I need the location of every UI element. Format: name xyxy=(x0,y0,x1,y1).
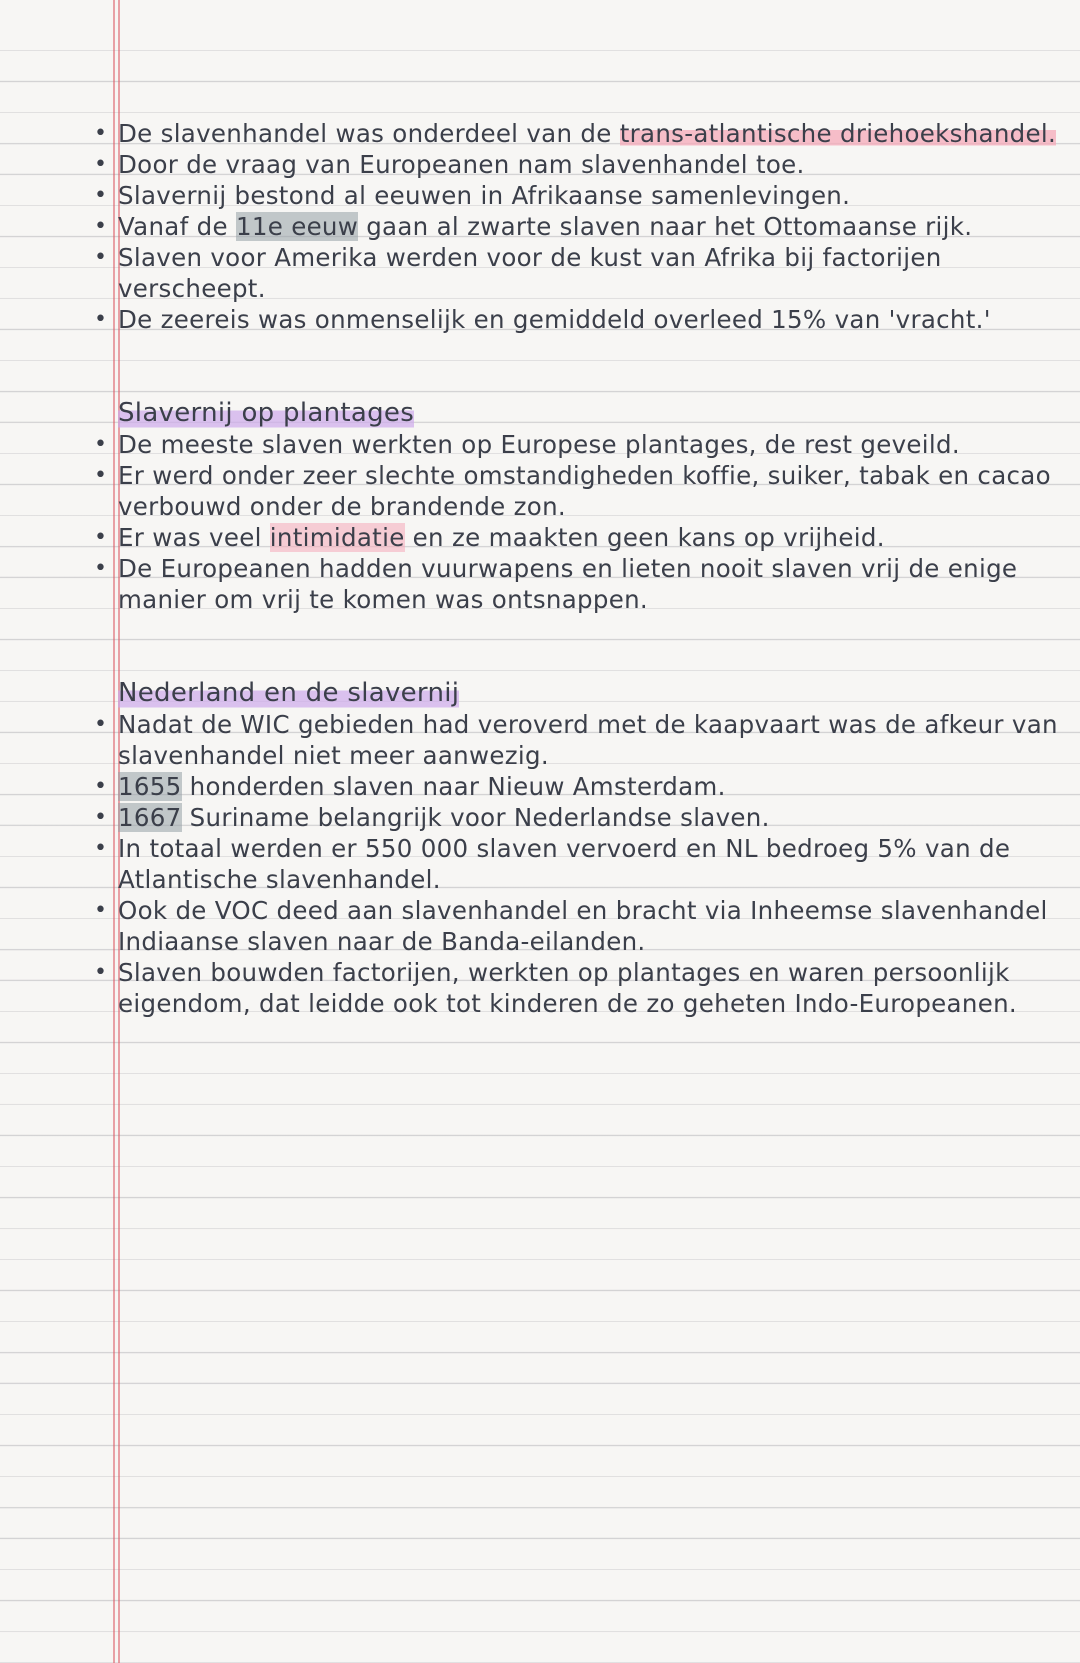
text: en ze maakten geen kans op vrijheid. xyxy=(404,523,885,552)
text: Suriname belangrijk voor Nederlandse slaven. xyxy=(181,803,770,832)
bullet-3-5 xyxy=(118,895,1063,957)
highlight-grey: 11e eeuw xyxy=(235,212,359,241)
text: Ook de VOC deed aan slavenhandel en bracht via Inheemse slavenhandel Indiaanse slaven naar de Banda-eilanden. xyxy=(118,896,1048,956)
bullet-2-2 xyxy=(118,460,1063,522)
text: De slavenhandel was onderdeel van de xyxy=(118,119,620,148)
heading-text: Nederland en de slavernij xyxy=(118,678,460,708)
highlight-pink: trans-atlantische driehoekshandel. xyxy=(619,119,1057,148)
bullet-2-4 xyxy=(118,553,1063,615)
highlight-grey: 1667 xyxy=(118,803,182,832)
text: Slavernij bestond al eeuwen in Afrikaanse samenlevingen. xyxy=(118,181,851,210)
section-heading xyxy=(118,397,1063,429)
section-2 xyxy=(118,397,1063,615)
text: Slaven voor Amerika werden voor de kust van Afrika bij factorijen verscheept. xyxy=(118,243,942,303)
highlight-grey: 1655 xyxy=(118,772,182,801)
bullet-1-1 xyxy=(118,118,1063,149)
bullet-1-4 xyxy=(118,211,1063,242)
section-heading xyxy=(118,677,1063,709)
highlight-pink: intimidatie xyxy=(269,523,405,552)
bullet-1-3 xyxy=(118,180,1063,211)
text: Nadat de WIC gebieden had veroverd met de kaapvaart was de afkeur van slavenhandel niet meer aanwezig. xyxy=(118,710,1058,770)
bullet-3-1 xyxy=(118,709,1063,771)
text: Er was veel xyxy=(118,523,270,552)
section-1 xyxy=(118,118,1063,335)
text: De Europeanen hadden vuurwapens en lieten nooit slaven vrij de enige manier om vrij te komen was ontsnappen. xyxy=(118,554,1018,614)
text: Slaven bouwden factorijen, werkten op plantages en waren persoonlijk eigendom, dat leidde ook tot kinderen de zo geheten Indo-Europeanen. xyxy=(118,958,1017,1018)
text: gaan al zwarte slaven naar het Ottomaanse rijk. xyxy=(358,212,973,241)
bullet-1-5 xyxy=(118,242,1063,304)
text: Vanaf de xyxy=(118,212,236,241)
heading-text: Slavernij op plantages xyxy=(118,398,415,428)
bullet-3-3 xyxy=(118,802,1063,833)
text: Door de vraag van Europeanen nam slavenhandel toe. xyxy=(118,150,805,179)
bullet-2-1 xyxy=(118,429,1063,460)
bullet-3-2 xyxy=(118,771,1063,802)
bullet-3-4 xyxy=(118,833,1063,895)
text: honderden slaven naar Nieuw Amsterdam. xyxy=(181,772,726,801)
section-3 xyxy=(118,677,1063,1019)
bullet-3-6 xyxy=(118,957,1063,1019)
text: In totaal werden er 550 000 slaven vervoerd en NL bedroeg 5% van de Atlantische slavenhandel. xyxy=(118,834,1011,894)
margin-line xyxy=(113,0,115,1663)
text: Er werd onder zeer slechte omstandigheden koffie, suiker, tabak en cacao verbouwd onder de brandende zon. xyxy=(118,461,1051,521)
bullet-1-6 xyxy=(118,304,1063,335)
text: De meeste slaven werkten op Europese plantages, de rest geveild. xyxy=(118,430,960,459)
text: De zeereis was onmenselijk en gemiddeld overleed 15% van 'vracht.' xyxy=(118,305,991,334)
bullet-2-3 xyxy=(118,522,1063,553)
notes-body xyxy=(118,118,1063,1019)
bullet-1-2 xyxy=(118,149,1063,180)
